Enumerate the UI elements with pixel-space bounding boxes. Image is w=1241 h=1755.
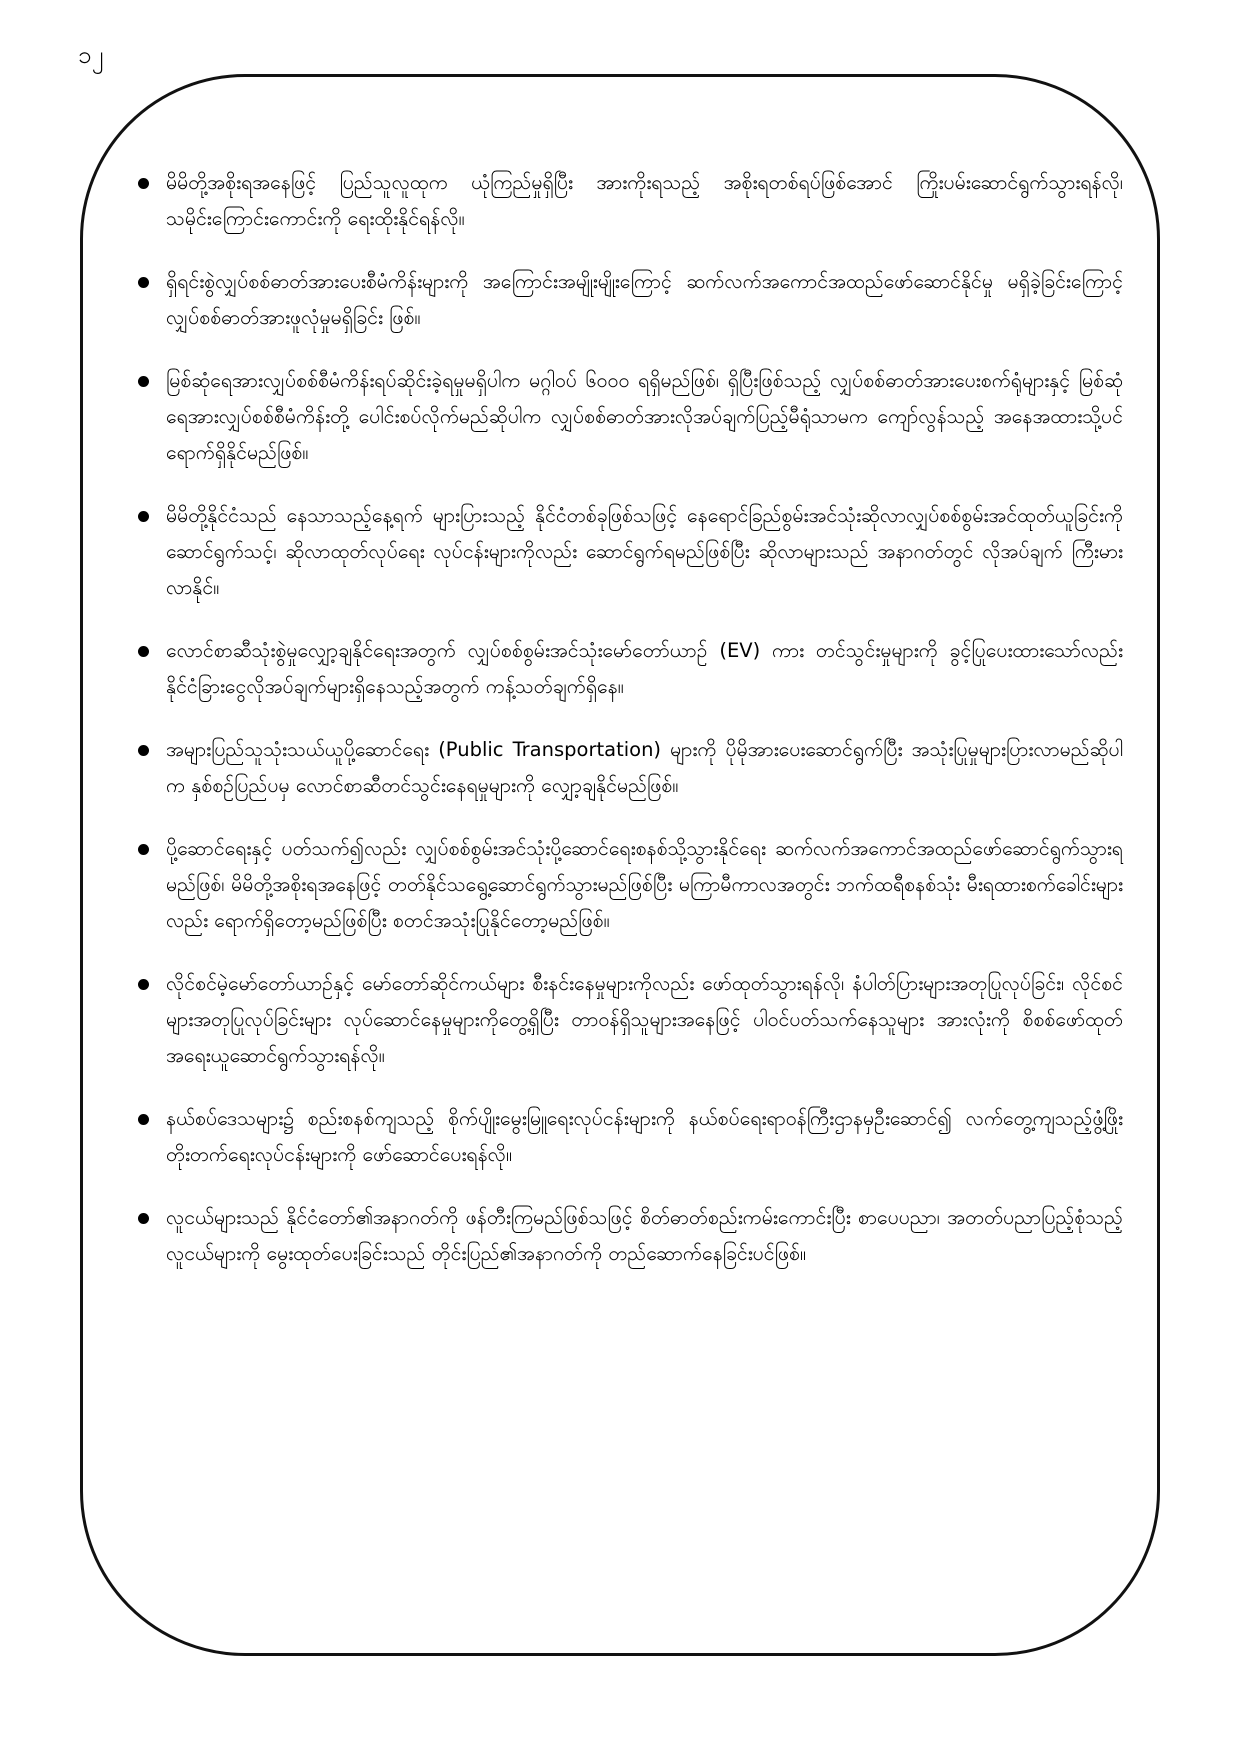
bullet-point-icon [138, 178, 149, 189]
list-item-text: ပို့ဆောင်ရေးနှင့် ပတ်သက်၍လည်း လျှပ်စစ်စွမ်းအင်သုံးပို့ဆောင်ရေးစနစ်သို့သွားနိုင်ရေး ဆက်လက်အကောင်အထည်ဖော်ဆောင်ရွက်သွားရမည်ဖြစ်၊ မိမိတို့အစိုးရအနေဖြင့် တတ်နိုင်သရွေ့ဆောင်ရွက်သွားမည်ဖြစ်ပြီး မကြာမီကာလအတွင်း ဘက်ထရီစနစ်သုံး မီးရထားစက်ခေါင်းများလည်း ရောက်ရှိတော့မည်ဖြစ်ပြီး စတင်အသုံးပြုနိုင်တော့မည်ဖြစ်။ [166, 837, 1123, 932]
list-item-text: ရှိရင်းစွဲလျှပ်စစ်ဓာတ်အားပေးစီမံကိန်းများကို အကြောင်းအမျိုးမျိုးကြောင့် ဆက်လက်အကောင်အထည်ဖော်ဆောင်နိုင်မှု မရှိခဲ့ခြင်းကြောင့် လျှပ်စစ်ဓာတ်အားဖူလုံမှုမရှိခြင်း ဖြစ်။ [166, 270, 1123, 329]
list-item [138, 1101, 1123, 1173]
bullet-point-icon [138, 277, 149, 288]
list-item [138, 165, 1123, 237]
list-item [138, 633, 1123, 705]
bullet-point-icon [138, 646, 149, 657]
list-item-text: အများပြည်သူသုံးသယ်ယူပို့ဆောင်ရေး (Public Transportation) များကို ပိုမိုအားပေးဆောင်ရွက်ပြီး အသုံးပြုမှုများပြားလာမည်ဆိုပါက နှစ်စဉ်ပြည်ပမှ လောင်စာဆီတင်သွင်းနေရမှုများကို လျှော့ချနိုင်မည်ဖြစ်။ [166, 738, 1123, 797]
bullet-point-icon [138, 511, 149, 522]
list-item-text: မြစ်ဆုံရေအားလျှပ်စစ်စီမံကိန်းရပ်ဆိုင်းခဲ့ရမှုမရှိပါက မဂ္ဂါဝပ် ၆၀၀၀ ရရှိမည်ဖြစ်၊ ရှိပြီးဖြစ်သည့် လျှပ်စစ်ဓာတ်အားပေးစက်ရုံများနှင့် မြစ်ဆုံရေအားလျှပ်စစ်စီမံကိန်းတို့ ပေါင်းစပ်လိုက်မည်ဆိုပါက လျှပ်စစ်ဓာတ်အားလိုအပ်ချက်ပြည့်မီရုံသာမက ကျော်လွန်သည့် အနေအထားသို့ပင် ရောက်ရှိနိုင်မည်ဖြစ်။ [166, 369, 1123, 464]
bullet-point-icon [138, 1213, 149, 1224]
list-item-text: မိမိတို့နိုင်ငံသည် နေသာသည့်နေ့ရက် များပြားသည့် နိုင်ငံတစ်ခုဖြစ်သဖြင့် နေရောင်ခြည်စွမ်းအင်သုံးဆိုလာလျှပ်စစ်စွမ်းအင်ထုတ်ယူခြင်းကို ဆောင်ရွက်သင့်၊ ဆိုလာထုတ်လုပ်ရေး လုပ်ငန်းများကိုလည်း ဆောင်ရွက်ရမည်ဖြစ်ပြီး ဆိုလာများသည် အနာဂတ်တွင် လိုအပ်ချက် ကြီးမားလာနိုင်။ [166, 504, 1123, 599]
list-item [138, 831, 1123, 939]
list-item-text: နယ်စပ်ဒေသများ၌ စည်းစနစ်ကျသည့် စိုက်ပျိုးမွေးမြူရေးလုပ်ငန်းများကို နယ်စပ်ရေးရာဝန်ကြီးဌာနမှဦးဆောင်၍ လက်တွေ့ကျသည့်ဖွံ့ဖြိုးတိုးတက်ရေးလုပ်ငန်းများကို ဖော်ဆောင်ပေးရန်လို။ [166, 1107, 1123, 1166]
bullet-list [138, 165, 1123, 1299]
bullet-point-icon [138, 979, 149, 990]
list-item [138, 966, 1123, 1074]
list-item [138, 363, 1123, 471]
list-item-text: လူငယ်များသည် နိုင်ငံတော်၏အနာဂတ်ကို ဖန်တီးကြမည်ဖြစ်သဖြင့် စိတ်ဓာတ်စည်းကမ်းကောင်းပြီး စာပေပညာ၊ အတတ်ပညာပြည့်စုံသည့် လူငယ်များကို မွေးထုတ်ပေးခြင်းသည် တိုင်းပြည်၏အနာဂတ်ကို တည်ဆောက်နေခြင်းပင်ဖြစ်။ [166, 1206, 1123, 1265]
list-item [138, 264, 1123, 336]
bullet-point-icon [138, 745, 149, 756]
bullet-point-icon [138, 376, 149, 387]
page-number: ၁၂ [78, 41, 104, 69]
bullet-point-icon [138, 1114, 149, 1125]
list-item [138, 1200, 1123, 1272]
list-item [138, 732, 1123, 804]
list-item-text: လိုင်စင်မဲ့မော်တော်ယာဉ်နှင့် မော်တော်ဆိုင်ကယ်များ စီးနင်းနေမှုများကိုလည်း ဖော်ထုတ်သွားရန်လို၊ နံပါတ်ပြားများအတုပြုလုပ်ခြင်း၊ လိုင်စင်များအတုပြုလုပ်ခြင်းများ လုပ်ဆောင်နေမှုများကိုတွေ့ရှိပြီး တာဝန်ရှိသူများအနေဖြင့် ပါဝင်ပတ်သက်နေသူများ အားလုံးကို စိစစ်ဖော်ထုတ်အရေးယူဆောင်ရွက်သွားရန်လို။ [166, 972, 1123, 1067]
bullet-point-icon [138, 844, 149, 855]
list-item-text: လောင်စာဆီသုံးစွဲမှုလျှော့ချနိုင်ရေးအတွက် လျှပ်စစ်စွမ်းအင်သုံးမော်တော်ယာဉ် (EV) ကား တင်သွင်းမှုများကို ခွင့်ပြုပေးထားသော်လည်း နိုင်ငံခြားငွေလိုအပ်ချက်များရှိနေသည့်အတွက် ကန့်သတ်ချက်ရှိနေ။ [166, 639, 1123, 698]
list-item-text: မိမိတို့အစိုးရအနေဖြင့် ပြည်သူလူထုက ယုံကြည်မှုရှိပြီး အားကိုးရသည့် အစိုးရတစ်ရပ်ဖြစ်အောင် ကြိုးပမ်းဆောင်ရွက်သွားရန်လို၊ သမိုင်းကြောင်းကောင်းကို ရေးထိုးနိုင်ရန်လို။ [166, 171, 1123, 230]
list-item [138, 498, 1123, 606]
